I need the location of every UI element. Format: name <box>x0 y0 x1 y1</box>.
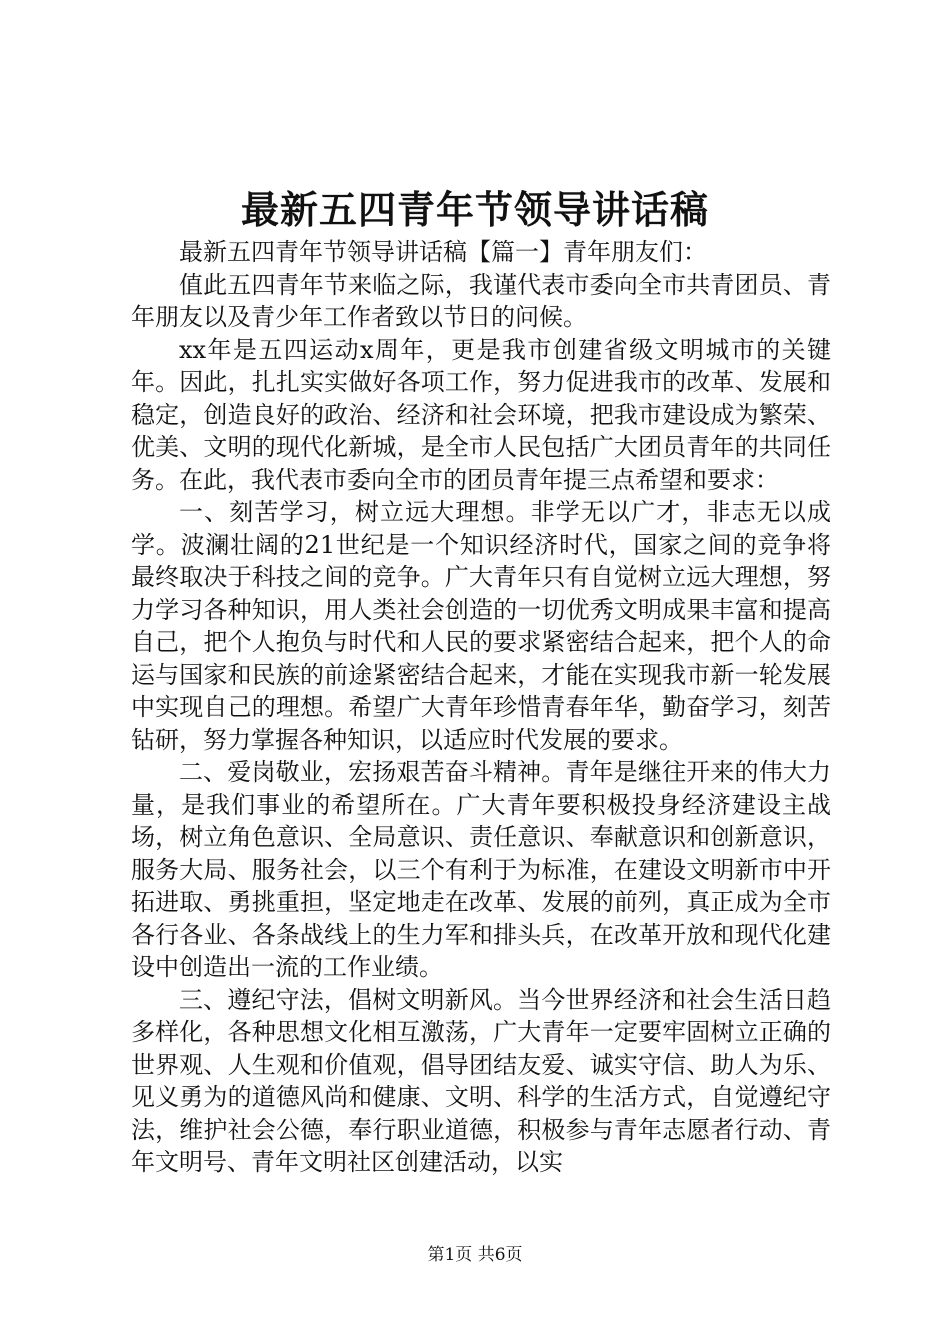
paragraph-opening: 值此五四青年节来临之际，我谨代表市委向全市共青团员、青年朋友以及青少年工作者致以节日的问候。 <box>131 270 831 331</box>
paragraph-point-two: 二、爱岗敬业，宏扬艰苦奋斗精神。青年是继往开来的伟大力量，是我们事业的希望所在。广大青年要积极投身经济建设主战场，树立角色意识、全局意识、责任意识、奉献意识和创新意识，服务大局、服务社会，以三个有利于为标准，在建设文明新市中开拓进取、勇挑重担，坚定地走在改革、发展的前列，真正成为全市各行各业、各条战线上的生力军和排头兵，在改革开放和现代化建设中创造出一流的工作业绩。 <box>131 758 831 981</box>
paragraph-point-three: 三、遵纪守法，倡树文明新风。当今世界经济和社会生活日趋多样化，各种思想文化相互激荡，广大青年一定要牢固树立正确的世界观、人生观和价值观，倡导团结友爱、诚实守信、助人为乐、见义勇为的道德风尚和健康、文明、科学的生活方式，自觉遵纪守法，维护社会公德，奉行职业道德，积极参与青年志愿者行动、青年文明号、青年文明社区创建活动，以实 <box>131 985 831 1176</box>
document-title: 最新五四青年节领导讲话稿 <box>240 187 709 232</box>
paragraph-greeting: 最新五四青年节领导讲话稿【篇一】青年朋友们： <box>179 238 707 266</box>
paragraph-point-one: 一、刻苦学习，树立远大理想。非学无以广才，非志无以成学。波澜壮阔的21世纪是一个知识经济时代，国家之间的竞争将最终取决于科技之间的竞争。广大青年只有自觉树立远大理想，努力学习各种知识，用人类社会创造的一切优秀文明成果丰富和提高自己，把个人抱负与时代和人民的要求紧密结合起来，把个人的命运与国家和民族的前途紧密结合起来，才能在实现我市新一轮发展中实现自己的理想。希望广大青年珍惜青春年华，勤奋学习，刻苦钻研，努力掌握各种知识，以适应时代发展的要求。 <box>131 498 831 754</box>
page-number-footer: 第1页 共6页 <box>427 1245 523 1265</box>
paragraph-context: xx年是五四运动x周年，更是我市创建省级文明城市的关键年。因此，扎扎实实做好各项工作，努力促进我市的改革、发展和稳定，创造良好的政治、经济和社会环境，把我市建设成为繁荣、优美、文明的现代化新城，是全市人民包括广大团员青年的共同任务。在此，我代表市委向全市的团员青年提三点希望和要求： <box>131 335 831 494</box>
document-body <box>131 236 831 1179</box>
